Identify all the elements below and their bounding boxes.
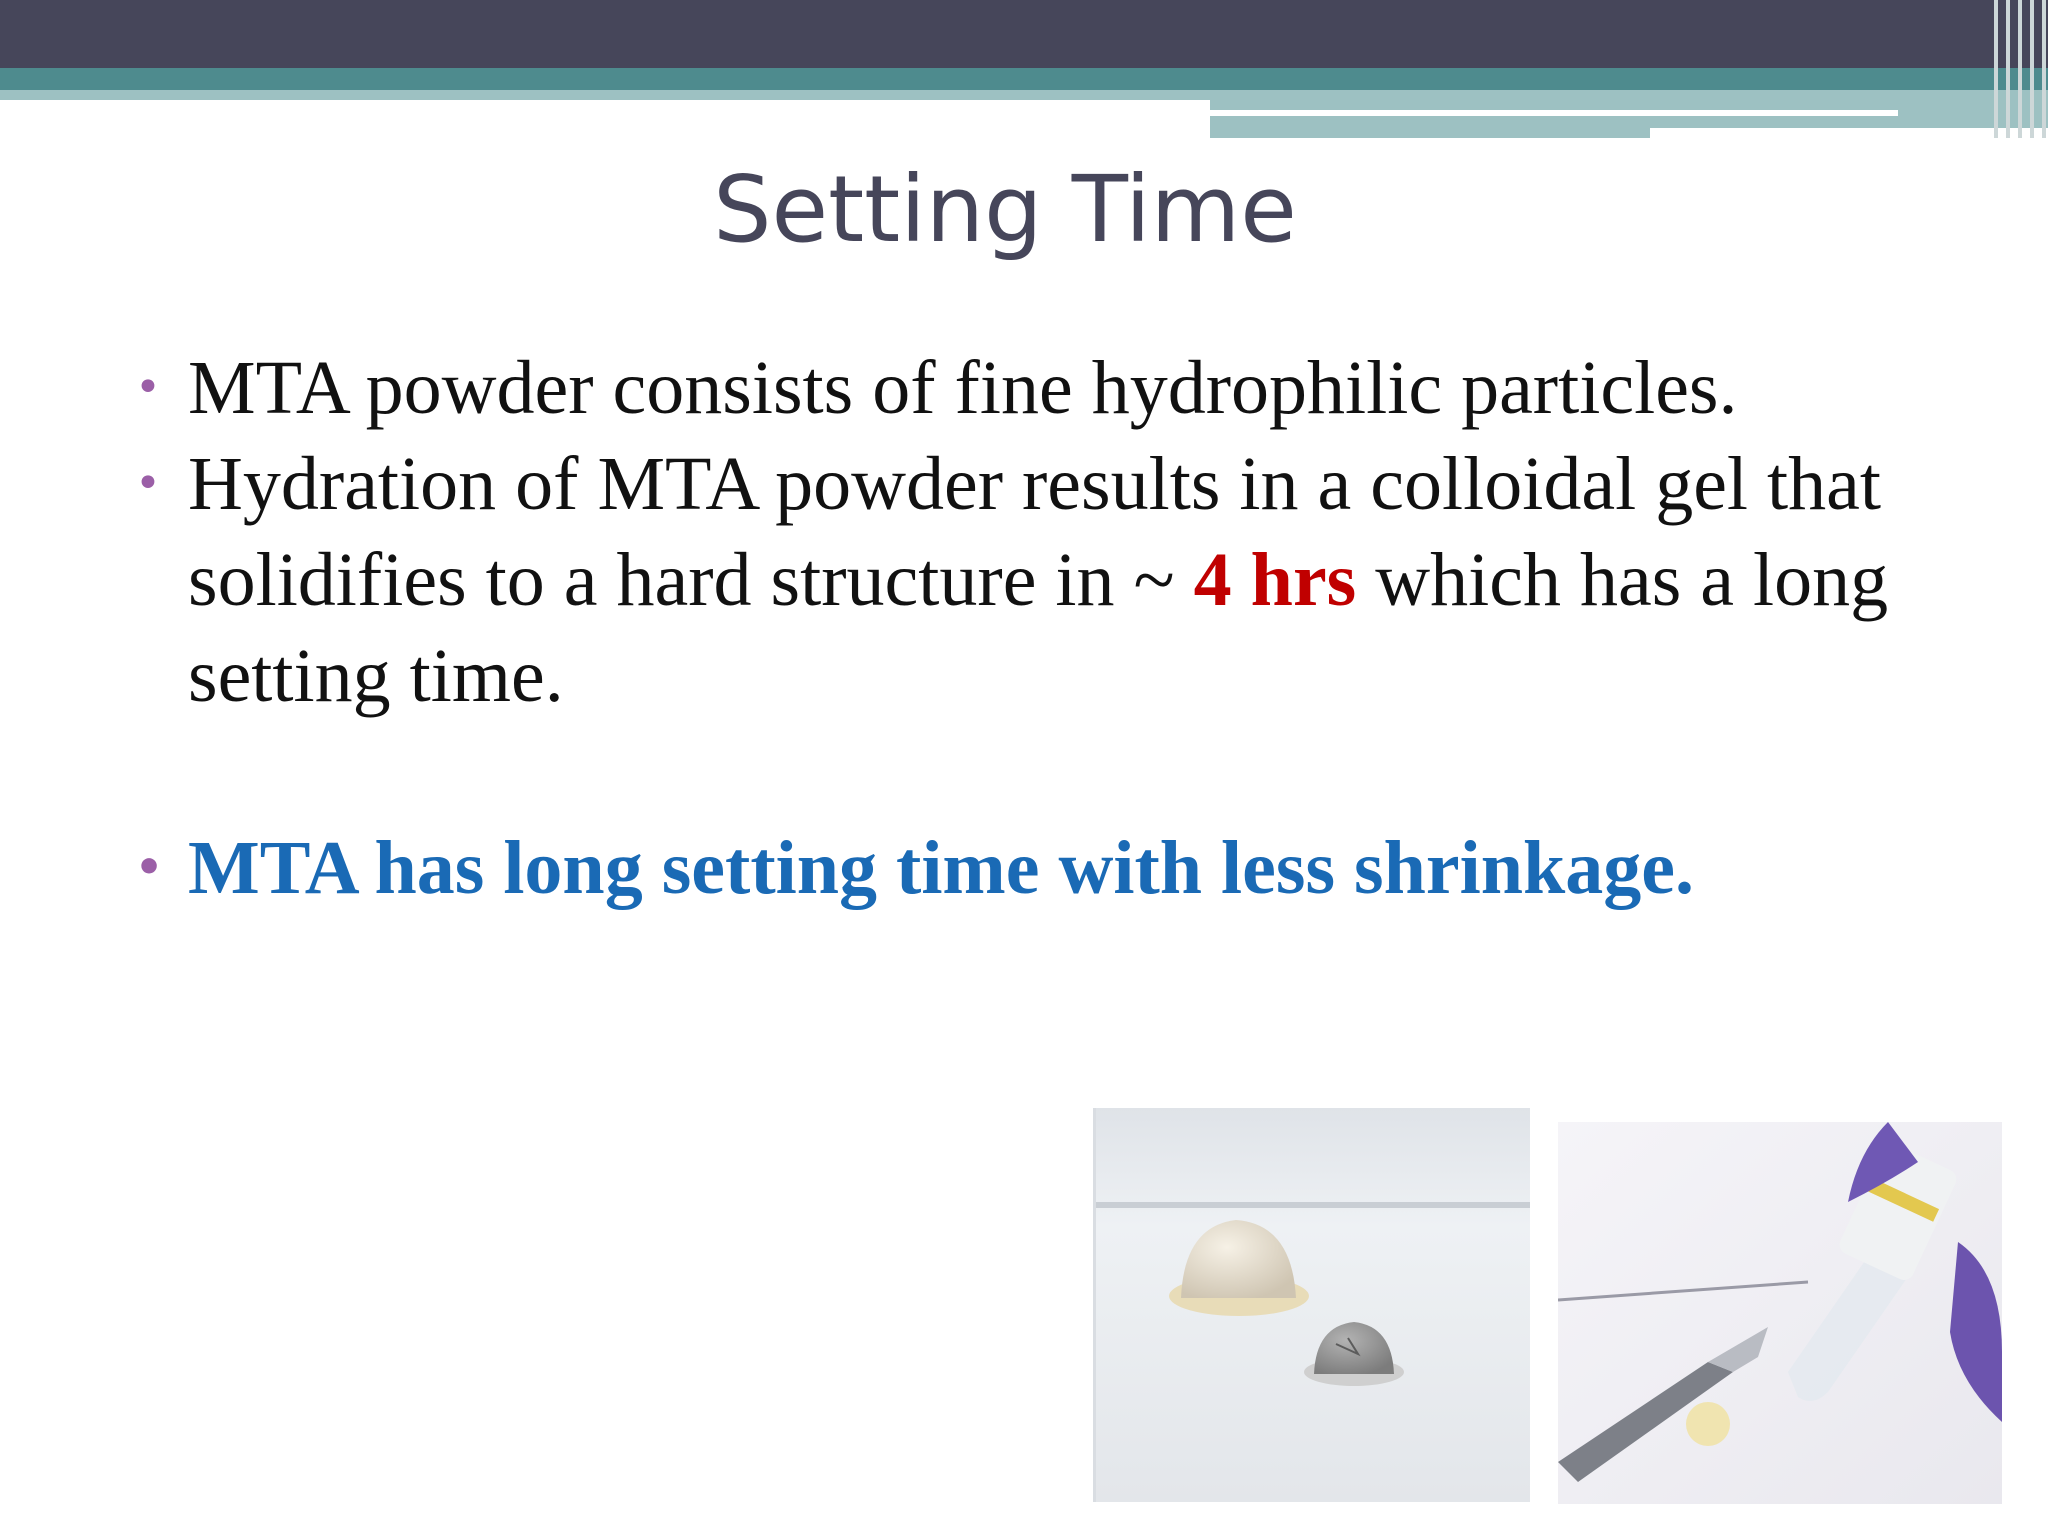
bullet-text: Hydration of MTA powder results in a colloidal gel that solidifies to a hard structure in ~ [188,442,1882,622]
header-band-dark [0,0,2048,68]
header-band-pale [0,90,1210,100]
photo-mta-dispensing [1558,1122,2002,1504]
bullet-item [130,436,1930,724]
bullet-item [130,340,1930,436]
photo-set-mta-samples [1093,1108,1530,1502]
header-band-line [1210,110,1898,116]
bullet-dot-icon: • [135,362,161,413]
bullet-item-emphasis [130,820,1930,916]
bullet-dot-icon: • [135,458,161,509]
setting-time-highlight: 4 hrs [1193,538,1357,622]
bullet-list [130,340,1930,916]
edge-stripes [1988,0,2048,138]
bullet-text: MTA powder consists of fine hydrophilic particles. [188,346,1738,430]
bullet-dot-icon: • [135,842,164,893]
slide-title: Setting Time [713,156,1297,263]
mta-samples-illustration [1096,1108,1530,1502]
mta-dispensing-illustration [1558,1122,2002,1504]
header-band-teal [0,68,2048,90]
bullet-text-continued: which has a long setting time. [188,538,1889,718]
bullet-text: MTA has long setting time with less shrinkage. [188,826,1695,910]
